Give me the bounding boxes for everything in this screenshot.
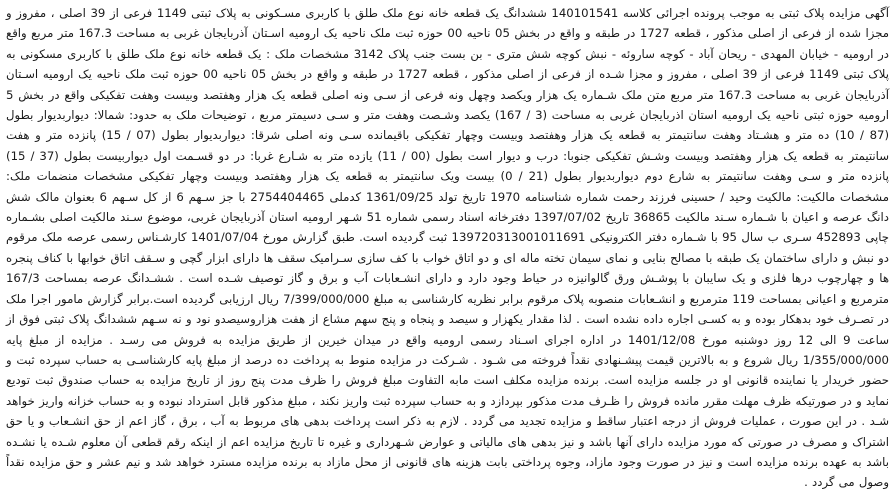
auction-notice-text: آگهی مزایده پلاک ثبتی به موجب پرونده اجرائی کلاسه 140101541 ششدانگ یک قطعه خانه نوع ملک طلق با کاربری مسـکونی به پلاک ثبتی 1149 فرعی از 39 اصلی ، مفروز و مجزا شده از فرعی از اصلی مذکور ، قطعه 1727 در طبقه و واقع در بخش 05 ناحیه 00 حوزه ثبت ملک ناحیه یک ارومیه اسـتان آذربایجان غربی به مساحت 167.3 متر مربع واقع در ارومیه - خیابان المهدی - ریحان آباد - کوچه ساروئه - نبش کوچه شش متری - بن بست جنب پلاک 3142 مشخصات ملک : یک قطعه خانه نوع ملک طلق با کاربری مسکونی به پلاک ثبتی 1149 فرعی از 39 اصلی ، مفروز و مجزا شـده از فرعی از اصلی مذکور ، قطعه 1727 در طبقه و واقع در بخش 05 ناحیه 00 حوزه ثبت ملک ناحیه یک ارومیه اسـتان آذربایجان غربی به مساحت 167.3 متر مربع متن ملک شـماره یک هزار ویکصد وچهل ونه فرعی از سـی ونه اصلی قطعه یک هزار وهفتصد وبیست وهفت تفکیکی واقع در بخش 5 ارومیه حوزه ثبتی ناحیه یک ارومیه استان اذربایجان غربی به مساحت (3 / 167) یکصد وشـصت وهفت متر و سـی دسیمتر مربع ، توضیحات ملک به حدود: شمالا: دیواربدیوار بطول (87 / 10) ده متر و هشـتاد وهفت سانتیمتر به قطعه یک هزار وهفتصد وبیست وچهار تفکیکی باقیمانده سـی ونه اصلی شرقا: دیواربدیوار بطول (07 / 15) پانزده متر و هفت سانتیمتر به قطعه یک هزار وهفتصد وبیست وشـش تفکیکی جنوبا: درب و دیوار است بطول (00 / 11) یازده متر به شـارع غربا: در دو قسـمت اول دیواربیست بطول (37 / 15) پانزده متر و سـی وهفت سانتیمتر به شارع دوم دیواربدیوار بطول (21 / 0) بیست ویک سانتیمتر به قطعه یک هزار وهفتصد وبیست وچهار تفکیکی مشخصات منضمات ملک: مشخصات مالکیت: مالکیت وحید / حسینی فرزند رحمت شماره شناسنامه 1970 تاریخ تولد 1361/09/25 کدملی 2754404465 با جز سـهم 6 از کل سـهم 6 بعنوان مالک شش دانگ عرصه و اعیان با شـماره سـند مالکیت 36865 تاریخ 1397/07/02 دفترخانه اسناد رسمی شماره 51 شـهر ارومیه استان آذربایجان غربی، موضوع سـند مالکیت اصلی بشـماره چاپی 452893 سـری ب سال 95 با شـماره دفتر الکترونیکی 139720313001011691 ثبت گردیده است. طبق گزارش مورخ 1401/07/04 کارشـناس رسمی عرصه ملک مرقوم دو نبش و دارای ساختمان یک طبقه با مصالح بنایی و نمای سیمان تخته ماله ای و دو اتاق خواب با کف سازی سـرامیک سقف ها دارای ابزار گچی و سـقف اتاق خوابها با کناف پنجره ها و چهارچوب درها فلزی و یک سایبان با پوشـش ورق گالوانیزه در حیاط وجود دارد و دارای انشـعابات آب و برق و گاز توصیف شـده است . ششـدانگ عرصه بمساحت 167/3 مترمربع و اعیانی بمساحت 119 مترمربع و انشـعابات منصوبه پلاک مرقوم برابر نظریه کارشناسی به مبلغ 7/399/000/000 ریال ارزیابی گردیده است.برابر گزارش مامور اجرا ملک در تصـرف خود بدهکار بوده و به کسـی اجاره داده نشده است . لذا مقدار یکهزار و سیصد و پنجاه و پنج سهم مشاع از هفت هزاروسیصدو نود و نه سـهم ششدانگ پلاک ثبتی فوق از ساعت 9 الی 12 روز دوشنبه مورخ 1401/12/08 در اداره اجرای اسـناد رسمی ارومیه واقع در میدان خیرین از طریق مزایده به فروش می رسـد . مزایده از مبلغ پایه 1/355/000/000 ریال شروع و به بالاترین قیمت پیشـنهادی نقداً فروخته می شـود . شـرکت در مزایده منوط به پرداخت ده درصد از مبلغ پایه کارشناسـی به حساب سپرده ثبت و حضور خریدار یا نماینده قانونی او در جلسه مزایده است. برنده مزایده مکلف است مابه التفاوت مبلغ فروش را ظرف مدت پنج روز از تاریخ مزایده به حساب صندوق ثبت تودیع نماید و در صورتیکه ظرف مهلت مقرر مانده فروش را ظـرف مدت مذکور بپردازد و به حساب سپرده ثبت واریز نکند ، مبلغ مذکور قابل استرداد نبوده و به حساب خزانه واریز خواهد شـد . در این صورت ، عملیات فروش از درجه اعتبار ساقط و مزایده تجدید می گردد . لازم به ذکر است پرداخت بدهی های مربوط به آب ، برق ، گاز اعم از حق انشـعاب و یا حق اشتراک و مصرف در صورتی که مورد مزایده دارای آنها باشد و نیز بدهی های مالیاتی و عوارض شـهرداری و غیره تا تاریخ مزایده اعم از اینکه رقم قطعی آن معلوم شـده یا نشـده باشد به عهده برنده مزایده است و نیز در صورت وجود مازاد، وجوه پرداختی بابت هزینه های قانونی از محل مازاد به برنده مزایده مسترد خواهد شد و نیم عشر و حق مزایده نقداً وصول می گردد . bbox=[6, 6, 890, 490]
